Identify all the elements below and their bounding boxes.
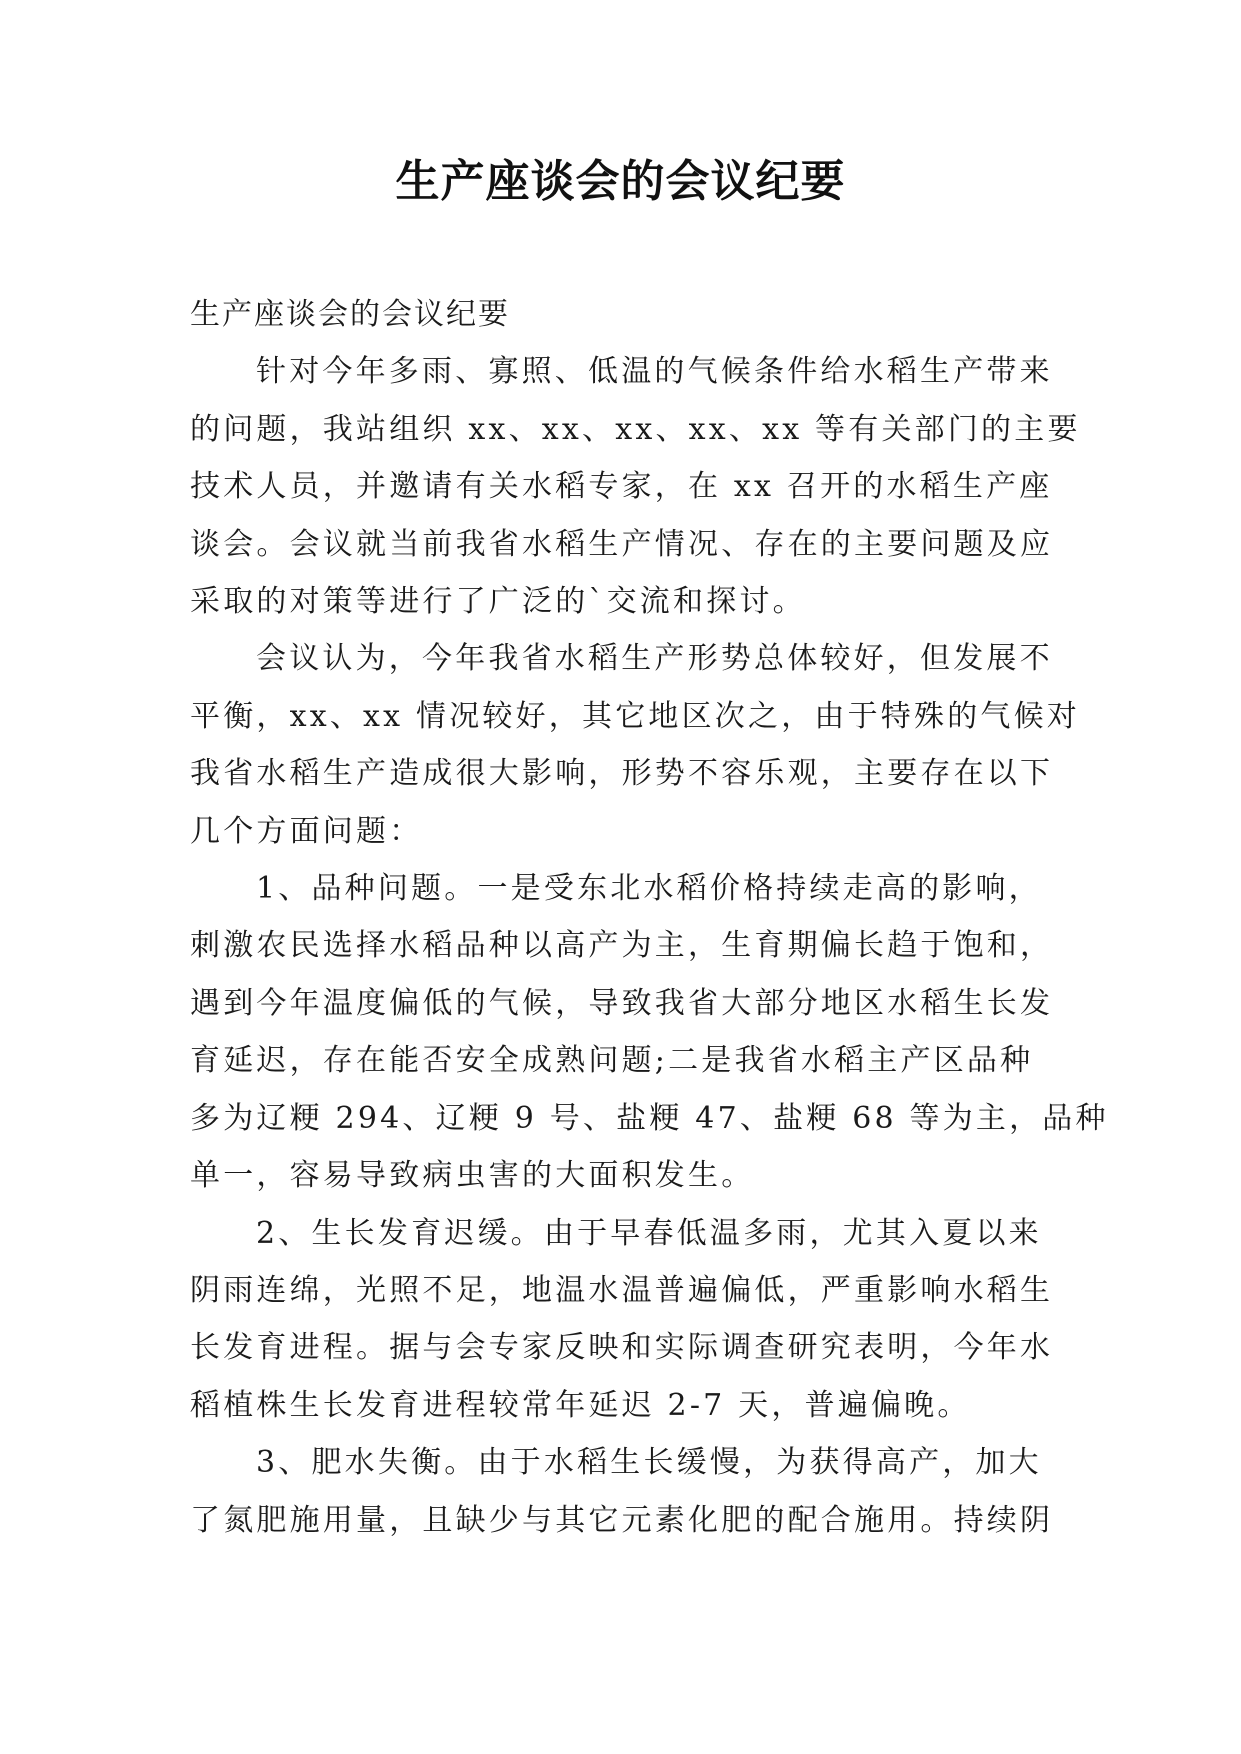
paragraph-line: 1、品种问题。一是受东北水稻价格持续走高的影响， (256, 871, 1042, 907)
paragraph-line: 几个方面问题： (190, 813, 423, 849)
paragraph-line: 单一，容易导致病虫害的大面积发生。 (190, 1158, 755, 1194)
paragraph-line: 会议认为，今年我省水稻生产形势总体较好，但发展不 (256, 641, 1053, 677)
paragraph-line: 针对今年多雨、寡照、低温的气候条件给水稻生产带来 (256, 354, 1053, 390)
paragraph-line: 我省水稻生产造成很大影响，形势不容乐观，主要存在以下 (190, 756, 1054, 792)
document-title: 生产座谈会的会议纪要 (395, 156, 846, 207)
paragraph-line: 采取的对策等进行了广泛的`交流和探讨。 (190, 584, 806, 620)
paragraph-line: 育延迟，存在能否安全成熟问题;二是我省水稻主产区品种 (190, 1043, 1034, 1079)
paragraph-line: 的问题，我站组织 xx、xx、xx、xx、xx 等有关部门的主要 (190, 411, 1081, 447)
paragraph-4 (190, 1205, 1054, 1435)
paragraph-line: 平衡，xx、xx 情况较好，其它地区次之，由于特殊的气候对 (190, 698, 1081, 734)
document-body (190, 286, 1109, 1549)
document-subtitle: 生产座谈会的会议纪要 (190, 297, 510, 332)
paragraph-line: 阴雨连绵，光照不足，地温水温普遍偏低，严重影响水稻生 (190, 1272, 1054, 1308)
paragraph-line: 了氮肥施用量，且缺少与其它元素化肥的配合施用。持续阴 (190, 1502, 1054, 1538)
paragraph-5 (190, 1434, 1054, 1549)
paragraph-line: 多为辽粳 294、辽粳 9 号、盐粳 47、盐粳 68 等为主，品种 (190, 1100, 1109, 1136)
paragraph-line: 3、肥水失衡。由于水稻生长缓慢，为获得高产，加大 (256, 1445, 1042, 1481)
paragraph-1 (190, 343, 1081, 630)
paragraph-line: 谈会。会议就当前我省水稻生产情况、存在的主要问题及应 (190, 526, 1054, 562)
paragraph-line: 长发育进程。据与会专家反映和实际调查研究表明，今年水 (190, 1330, 1054, 1366)
paragraph-line: 刺激农民选择水稻品种以高产为主，生育期偏长趋于饱和， (190, 928, 1054, 964)
paragraph-line: 遇到今年温度偏低的气候，导致我省大部分地区水稻生长发 (190, 985, 1054, 1021)
paragraph-line: 技术人员，并邀请有关水稻专家，在 xx 召开的水稻生产座 (190, 469, 1053, 505)
paragraph-line: 稻植株生长发育进程较常年延迟 2-7 天，普遍偏晚。 (190, 1387, 971, 1423)
paragraph-line: 2、生长发育迟缓。由于早春低温多雨，尤其入夏以来 (256, 1215, 1042, 1251)
paragraph-2 (190, 630, 1081, 860)
paragraph-3 (190, 860, 1109, 1204)
